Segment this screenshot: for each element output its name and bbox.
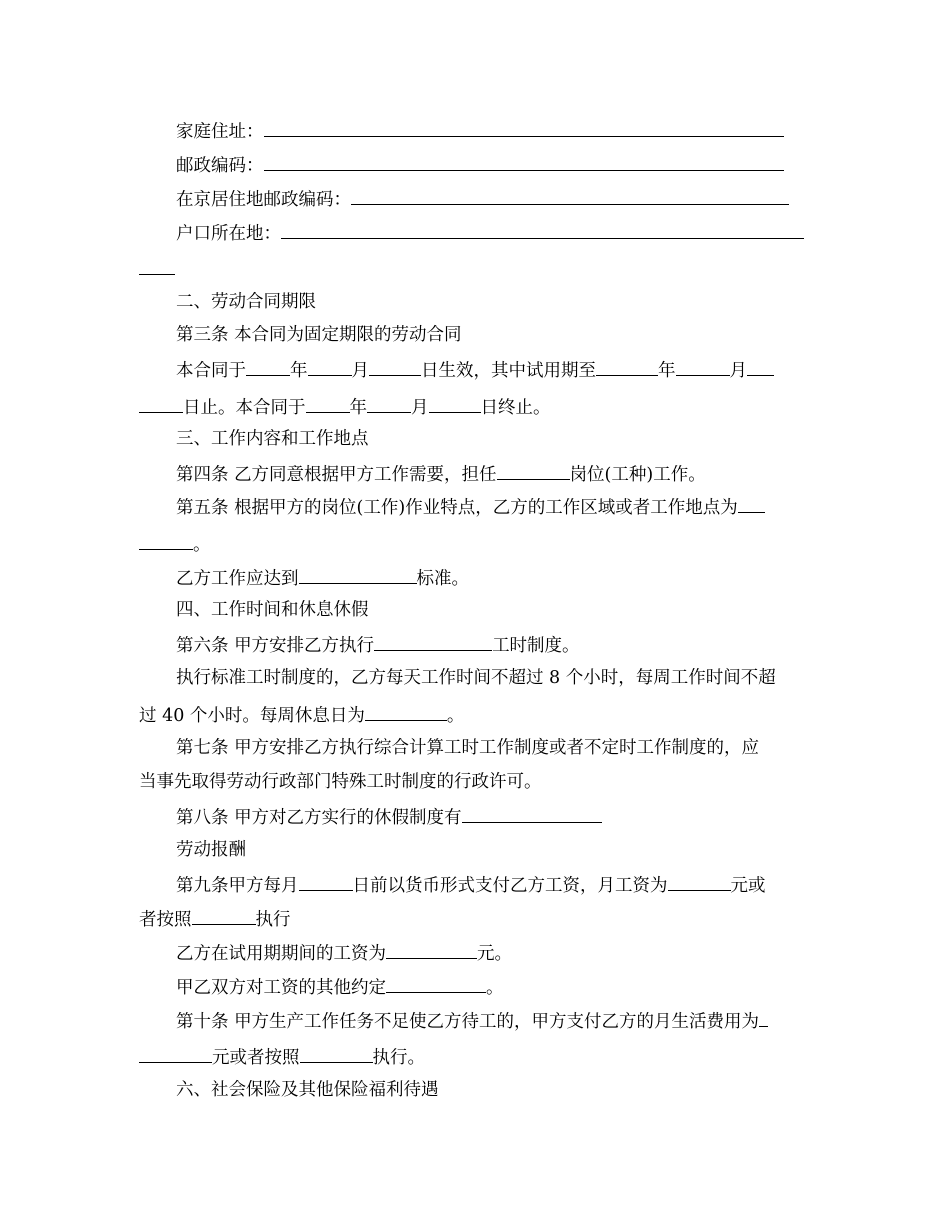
article-8-text: 第八条 甲方对乙方实行的休假制度有 xyxy=(176,808,462,828)
article-9-text: 元或 xyxy=(730,876,766,896)
hours-system-blank[interactable] xyxy=(374,633,492,651)
year-label: 年 xyxy=(290,361,308,381)
section-5-heading: 劳动报酬 xyxy=(176,840,246,860)
article-5-text: 第五条 根据甲方的岗位(工作)作业特点，乙方的工作区域或者工作地点为 xyxy=(176,498,738,518)
living-expense-basis-blank[interactable] xyxy=(300,1045,373,1063)
work-location-blank-continued[interactable] xyxy=(139,532,193,550)
article-5 xyxy=(176,495,765,519)
period: 。 xyxy=(193,535,211,555)
article-6 xyxy=(176,633,580,657)
probation-wage-line xyxy=(176,941,512,965)
article-4 xyxy=(176,462,706,486)
beijing-postcode-blank[interactable] xyxy=(351,187,789,205)
other-agreement-blank[interactable] xyxy=(386,975,486,993)
period: 。 xyxy=(446,706,465,726)
article-10-text: 第十条 甲方生产工作任务不足使乙方待工的，甲方支付乙方的月生活费用为 xyxy=(176,1012,760,1032)
living-expense-blank[interactable] xyxy=(759,1009,768,1027)
article-4-text: 岗位(工种)工作。 xyxy=(569,465,706,485)
article-4-text: 第四条 乙方同意根据甲方工作需要，担任 xyxy=(176,465,497,485)
article-10-text: 元或者按照 xyxy=(212,1048,300,1068)
living-expense-blank-continued[interactable] xyxy=(139,1045,212,1063)
article-10-line-1 xyxy=(176,1009,768,1033)
term-line-1 xyxy=(176,358,774,382)
postcode-blank[interactable] xyxy=(264,153,784,171)
start-year-blank[interactable] xyxy=(246,358,290,376)
term-text: 日止。本合同于 xyxy=(183,398,306,418)
weekly-rest-day-blank[interactable] xyxy=(365,703,447,721)
article-8 xyxy=(176,805,602,829)
term-text: 日终止。 xyxy=(480,398,551,418)
home-address-label: 家庭住址： xyxy=(176,122,264,142)
hukou-blank[interactable] xyxy=(281,221,804,239)
vacation-system-blank[interactable] xyxy=(462,805,602,823)
article-9-line-1 xyxy=(176,873,766,897)
position-blank[interactable] xyxy=(497,462,570,480)
period: 。 xyxy=(486,978,504,998)
end-month-blank[interactable] xyxy=(367,395,411,413)
probation-wage-text: 乙方在试用期期间的工资为 xyxy=(176,944,386,964)
hukou-line xyxy=(176,221,804,245)
term-text: 本合同于 xyxy=(176,361,246,381)
beijing-postcode-line xyxy=(176,187,789,211)
probation-month-blank[interactable] xyxy=(676,358,730,376)
article-9-text: 执行 xyxy=(255,910,291,930)
article-7-line-2: 当事先取得劳动行政部门特殊工时制度的行政许可。 xyxy=(139,772,542,792)
monthly-wage-blank[interactable] xyxy=(668,873,731,891)
article-9-text: 者按照 xyxy=(139,910,192,930)
article-9-line-2 xyxy=(139,907,291,931)
other-agreement-line xyxy=(176,975,504,999)
postcode-line xyxy=(176,153,784,177)
article-3: 第三条 本合同为固定期限的劳动合同 xyxy=(176,325,462,345)
wage-basis-blank[interactable] xyxy=(192,907,256,925)
article-10-line-2 xyxy=(139,1045,425,1069)
article-9-text: 日前以货币形式支付乙方工资，月工资为 xyxy=(352,876,668,896)
month-label: 月 xyxy=(351,361,369,381)
article-10-text: 执行。 xyxy=(372,1048,425,1068)
probation-day-blank-continued[interactable] xyxy=(139,395,183,413)
home-address-blank[interactable] xyxy=(264,119,784,137)
hukou-label: 户口所在地： xyxy=(176,224,281,244)
work-standard-line xyxy=(176,566,469,590)
probation-year-blank[interactable] xyxy=(596,358,658,376)
end-day-blank[interactable] xyxy=(429,395,481,413)
section-4-heading: 四、工作时间和休息休假 xyxy=(176,600,369,620)
section-3-heading: 三、工作内容和工作地点 xyxy=(176,429,369,449)
article-9-text: 第九条甲方每月 xyxy=(176,876,299,896)
end-year-blank[interactable] xyxy=(306,395,350,413)
home-address-line xyxy=(176,119,784,143)
postcode-label: 邮政编码： xyxy=(176,156,264,176)
term-text: 日生效，其中试用期至 xyxy=(421,361,596,381)
standard-hours-line-1: 执行标准工时制度的，乙方每天工作时间不超过 8 个小时，每周工作时间不超 xyxy=(176,668,776,688)
article-6-text: 第六条 甲方安排乙方执行 xyxy=(176,636,375,656)
article-6-text: 工时制度。 xyxy=(492,636,580,656)
beijing-postcode-label: 在京居住地邮政编码： xyxy=(176,190,351,210)
work-standard-text: 乙方工作应达到 xyxy=(176,569,299,589)
year-label: 年 xyxy=(658,361,676,381)
hukou-blank-continued[interactable] xyxy=(139,274,175,275)
month-label: 月 xyxy=(729,361,747,381)
probation-wage-text: 元。 xyxy=(477,944,512,964)
work-standard-text: 标准。 xyxy=(416,569,469,589)
year-label: 年 xyxy=(349,398,367,418)
probation-wage-blank[interactable] xyxy=(386,941,477,959)
start-month-blank[interactable] xyxy=(308,358,352,376)
article-7-line-1: 第七条 甲方安排乙方执行综合计算工时工作制度或者不定时工作制度的，应 xyxy=(176,738,760,758)
work-location-blank[interactable] xyxy=(738,495,765,513)
pay-day-blank[interactable] xyxy=(299,873,353,891)
section-6-heading: 六、社会保险及其他保险福利待遇 xyxy=(176,1080,439,1100)
standard-hours-text: 过 40 个小时。每周休息日为 xyxy=(139,706,365,726)
section-2-heading: 二、劳动合同期限 xyxy=(176,292,316,312)
standard-hours-line-2 xyxy=(139,703,464,727)
term-line-2 xyxy=(139,395,551,419)
probation-day-blank[interactable] xyxy=(747,358,774,376)
article-5-continued xyxy=(139,532,211,556)
month-label: 月 xyxy=(411,398,429,418)
other-agreement-text: 甲乙双方对工资的其他约定 xyxy=(176,978,386,998)
start-day-blank[interactable] xyxy=(369,358,421,376)
work-standard-blank[interactable] xyxy=(299,566,417,584)
